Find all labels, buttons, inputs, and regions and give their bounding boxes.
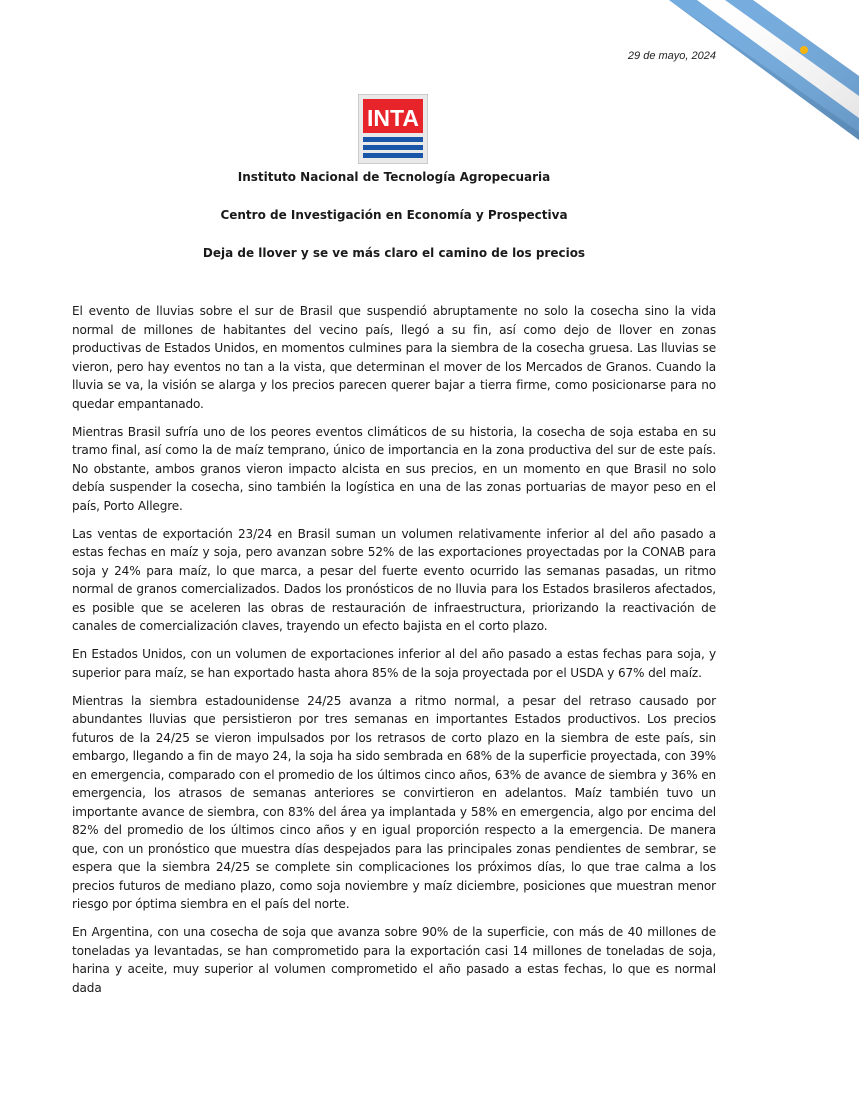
paragraph: En Estados Unidos, con un volumen de exportaciones inferior al del año pasado a estas fechas para soja, y superior para maíz, se han exportado hasta ahora 85% de la soja proyectada por el USDA y 67% del maíz. (72, 647, 716, 680)
sun-icon (800, 46, 808, 54)
paragraph: El evento de lluvias sobre el sur de Brasil que suspendió abruptamente no solo la cosecha sino la vida normal de millones de habitantes del vecino país, llegó a su fin, así como dejo de llover en zonas productivas de Estados Unidos, en momentos culmines para la siembra de la cosecha gruesa. Las lluvias se vieron, pero hay eventos no tan a la vista, que determinan el mover de los Mercados de Granos. Cuando la lluvia se va, la visión se alarga y los precios parecen querer bajar a tierra firme, como posicionarse para no quedar empantanado. (72, 304, 716, 411)
center-name: Centro de Investigación en Economía y Prospectiva (220, 208, 568, 222)
institution-name: Instituto Nacional de Tecnología Agropecuaria (237, 170, 551, 184)
argentina-flag-ribbon (619, 0, 859, 140)
paragraph: Mientras Brasil sufría uno de los peores eventos climáticos de su historia, la cosecha de soja estaba en su tramo final, así como la de maíz temprano, único de importancia en la zona productiva del sur de este país. No obstante, ambos granos vieron impacto alcista en sus precios, en un momento en que Brasil no solo debía suspender la cosecha, sino también la logística en una de las zonas portuarias de mayor peso en el país, Porto Allegre. (72, 424, 716, 513)
logo-text: INTA (367, 105, 419, 131)
paragraph: Mientras la siembra estadounidense 24/25 avanza a ritmo normal, a pesar del retraso causado por abundantes lluvias que persistieron por tres semanas en importantes Estados productivos. Los precios futuros de la 24/25 se vieron impulsados por los retrasos de corto plazo en la siembra de este país, sin embargo, llegando a fin de mayo 24, la soja ha sido sembrada en 68% de la superficie proyectada, con 39% en emergencia, comparado con el promedio de los últimos cinco años, 63% de avance de siembra y 36% en emergencia, los atrasos de semanas anteriores se convirtieron en adelantos. Maíz también tuvo un importante avance de siembra, con 83% del área ya implantada y 58% en emergencia, algo por encima del 82% del promedio de los últimos cinco años y en igual proporción respecto a la emergencia. De manera que, con un pronóstico que muestra días despejados para las principales zonas pendientes de sembrar, se espera que la siembra 24/25 se complete sin complicaciones los próximos días, lo que trae calma a los precios futuros de mediano plazo, como soja noviembre y maíz diciembre, posiciones que muestran menor riesgo por óptima siembra en el país del norte. (72, 693, 716, 911)
document-title: Deja de llover y se ve más claro el camino de los precios (202, 246, 586, 260)
paragraph: Las ventas de exportación 23/24 en Brasil suman un volumen relativamente inferior al del año pasado a estas fechas en maíz y soja, pero avanzan sobre 52% de las exportaciones proyectadas por la CONAB para soja y 24% para maíz, lo que marca, a pesar del fuerte evento ocurrido las semanas pasadas, un ritmo normal de granos comercializados. Dados los pronósticos de no lluvia para los Estados brasileros afectados, es posible que se aceleren las obras de restauración de infraestructura, priorizando la reactivación de canales de comercialización claves, trayendo un efecto bajista en el corto plazo. (72, 526, 716, 633)
document-body (72, 302, 716, 1007)
inta-logo (358, 94, 428, 164)
paragraph: En Argentina, con una cosecha de soja que avanza sobre 90% de la superficie, con más de 40 millones de toneladas ya levantadas, se han comprometido para la exportación casi 14 millones de toneladas de soja, harina y aceite, muy superior al volumen comprometido el año pasado a estas fechas, lo que es normal dada (72, 925, 716, 995)
document-date: 29 de mayo, 2024 (627, 50, 716, 62)
document-headings (72, 168, 716, 262)
